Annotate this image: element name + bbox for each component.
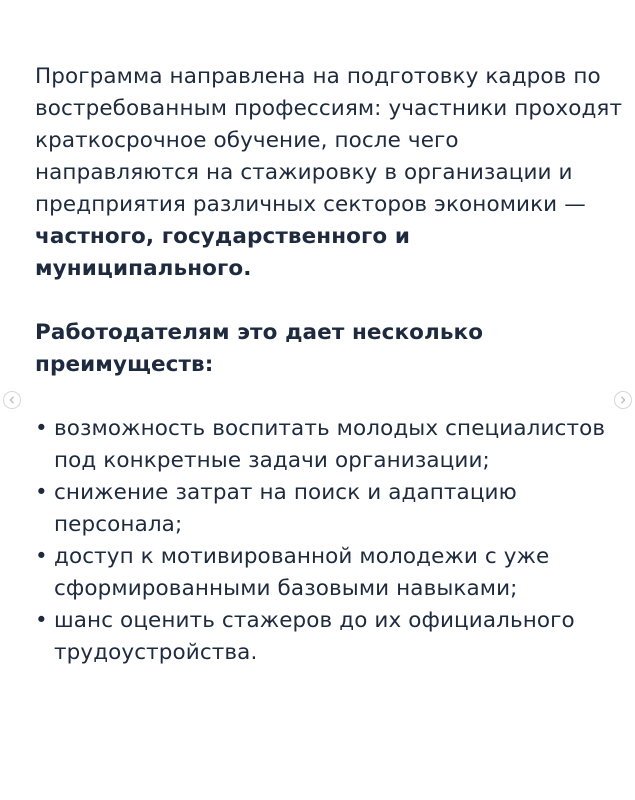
list-item (35, 477, 625, 541)
bullet: • (35, 544, 48, 569)
carousel-prev-button[interactable] (3, 391, 21, 409)
list-item (35, 413, 625, 477)
list-item-text: доступ к мотивированной молодежи с уже сформированными базовыми навыками; (54, 544, 550, 601)
intro-paragraph (35, 61, 625, 285)
intro-text: Программа направлена на подготовку кадров по востребованным профессиям: участники проходят краткосрочное обучение, после чего направляются на стажировку в организации и предприятия различных секторов экономики — (35, 64, 623, 217)
chevron-left-icon (8, 396, 16, 404)
benefits-heading: Работодателям это дает несколько преимуществ: (35, 320, 484, 377)
carousel-next-button[interactable] (614, 391, 632, 409)
bullet: • (35, 608, 48, 633)
bullet: • (35, 480, 48, 505)
bullet: • (35, 416, 48, 441)
list-item (35, 541, 625, 605)
benefits-list (35, 413, 625, 669)
list-item-text: шанс оценить стажеров до их официального трудоустройства. (54, 608, 575, 665)
chevron-right-icon (619, 396, 627, 404)
intro-bold-text: частного, государственного и муниципального. (35, 224, 411, 281)
list-item-text: снижение затрат на поиск и адаптацию персонала; (54, 480, 517, 537)
list-item-text: возможность воспитать молодых специалистов под конкретные задачи организации; (54, 416, 606, 473)
list-item (35, 605, 625, 669)
slide-content (35, 61, 625, 669)
